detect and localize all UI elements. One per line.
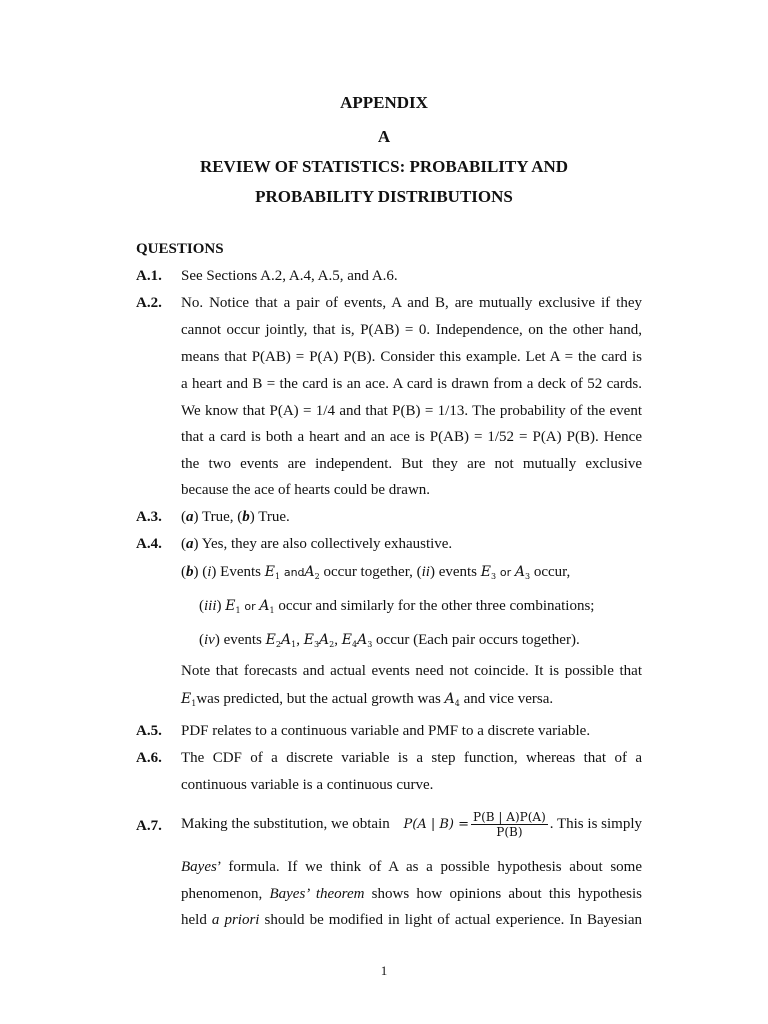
question-number-a3: A.3. [136,509,162,525]
answer-a7-line-3: phenomenon, Bayes’ theorem shows how opinions about this hypothesis [181,886,643,902]
answer-a4-note-line-1: Note that forecasts and actual events need not coincide. It is possible that [181,663,642,679]
answer-a4-note-line-2: $E_1was$ predicted, but the actual growth was $A_4$ and vice versa. [181,691,554,708]
answer-a6-line-2: continuous variable is a continuous curve. [181,777,434,793]
answer-a2-line: cannot occur jointly, that is, P(AB) = 0. Independence, on the other hand, [181,322,642,338]
chapter-title-line-1: REVIEW OF STATISTICS: PROBABILITY AND [199,157,569,176]
question-number-a4: A.4. [136,536,162,552]
answer-a2-line: means that P(AB) = P(A) P(B). Consider this example. Let A = the card is [181,349,642,365]
answer-a6-line-1: The CDF of a discrete variable is a step function, whereas that of a [181,750,642,766]
bayes-formula-fraction: $\frac{P(B | A)P(A)}{P(B)}$ [473,809,546,839]
questions-heading: QUESTIONS [136,241,224,257]
answer-a2-line: the two events are independent. But they are not mutually exclusive [181,456,642,472]
question-number-a5: A.5. [136,723,162,739]
answer-a5: PDF relates to a continuous variable and PMF to a discrete variable. [181,723,591,739]
question-number-a6: A.6. [136,750,162,766]
answer-a3: (a) True, (b) True. [181,509,290,525]
chapter-title-line-2: PROBABILITY DISTRIBUTIONS [255,187,513,206]
question-number-a1: A.1. [136,268,162,284]
answer-a7-formula-line: Making the substitution, we obtain P(A | B) = $\frac{P(B | A)P(A)}{P(B)}$ . This is simply [181,809,642,839]
page-number: 1 [380,963,388,978]
answer-a2-line: We know that P(A) = 1/4 and that P(B) = 1/13. The probability of the event [181,403,642,419]
answer-a4-part-iii: (iii) $E_1$ or $A_1$ occur and similarly for the other three combinations; [199,598,595,615]
answer-a2-line: that a card is both a heart and an ace is P(AB) = 1/52 = P(A) P(B). Hence [181,429,642,445]
answer-a2-line: a heart and B = the card is an ace. A card is drawn from a deck of 52 cards. [181,376,642,392]
answer-a7-line-2: Bayes’ formula. If we think of A as a possible hypothesis about some [181,859,642,875]
question-number-a7: A.7. [136,818,162,834]
answer-a4-part-a: (a) Yes, they are also collectively exhaustive. [181,536,453,552]
answer-a4-part-b: (b) (i) Events $E_1$ andA$_2$ occur together, (ii) events $E_3$ or $A_3$ occur, [181,564,571,581]
appendix-title: APPENDIX [340,93,428,112]
answer-a2-line: No. Notice that a pair of events, A and B, are mutually exclusive if they [181,295,642,311]
answer-a2-line: because the ace of hearts could be drawn. [181,482,431,498]
question-number-a2: A.2. [136,295,162,311]
answer-a1: See Sections A.2, A.4, A.5, and A.6. [181,268,398,284]
answer-a7-line-4: held a priori should be modified in light of actual experience. In Bayesian [181,912,642,928]
bayes-formula-lhs: P(A | B) = [403,816,470,832]
answer-a4-part-iv: (iv) events $E_2A_1$, $E_3A_2$, $E_4A_3$ occur (Each pair occurs together). [199,632,580,649]
appendix-letter: A [377,127,391,146]
